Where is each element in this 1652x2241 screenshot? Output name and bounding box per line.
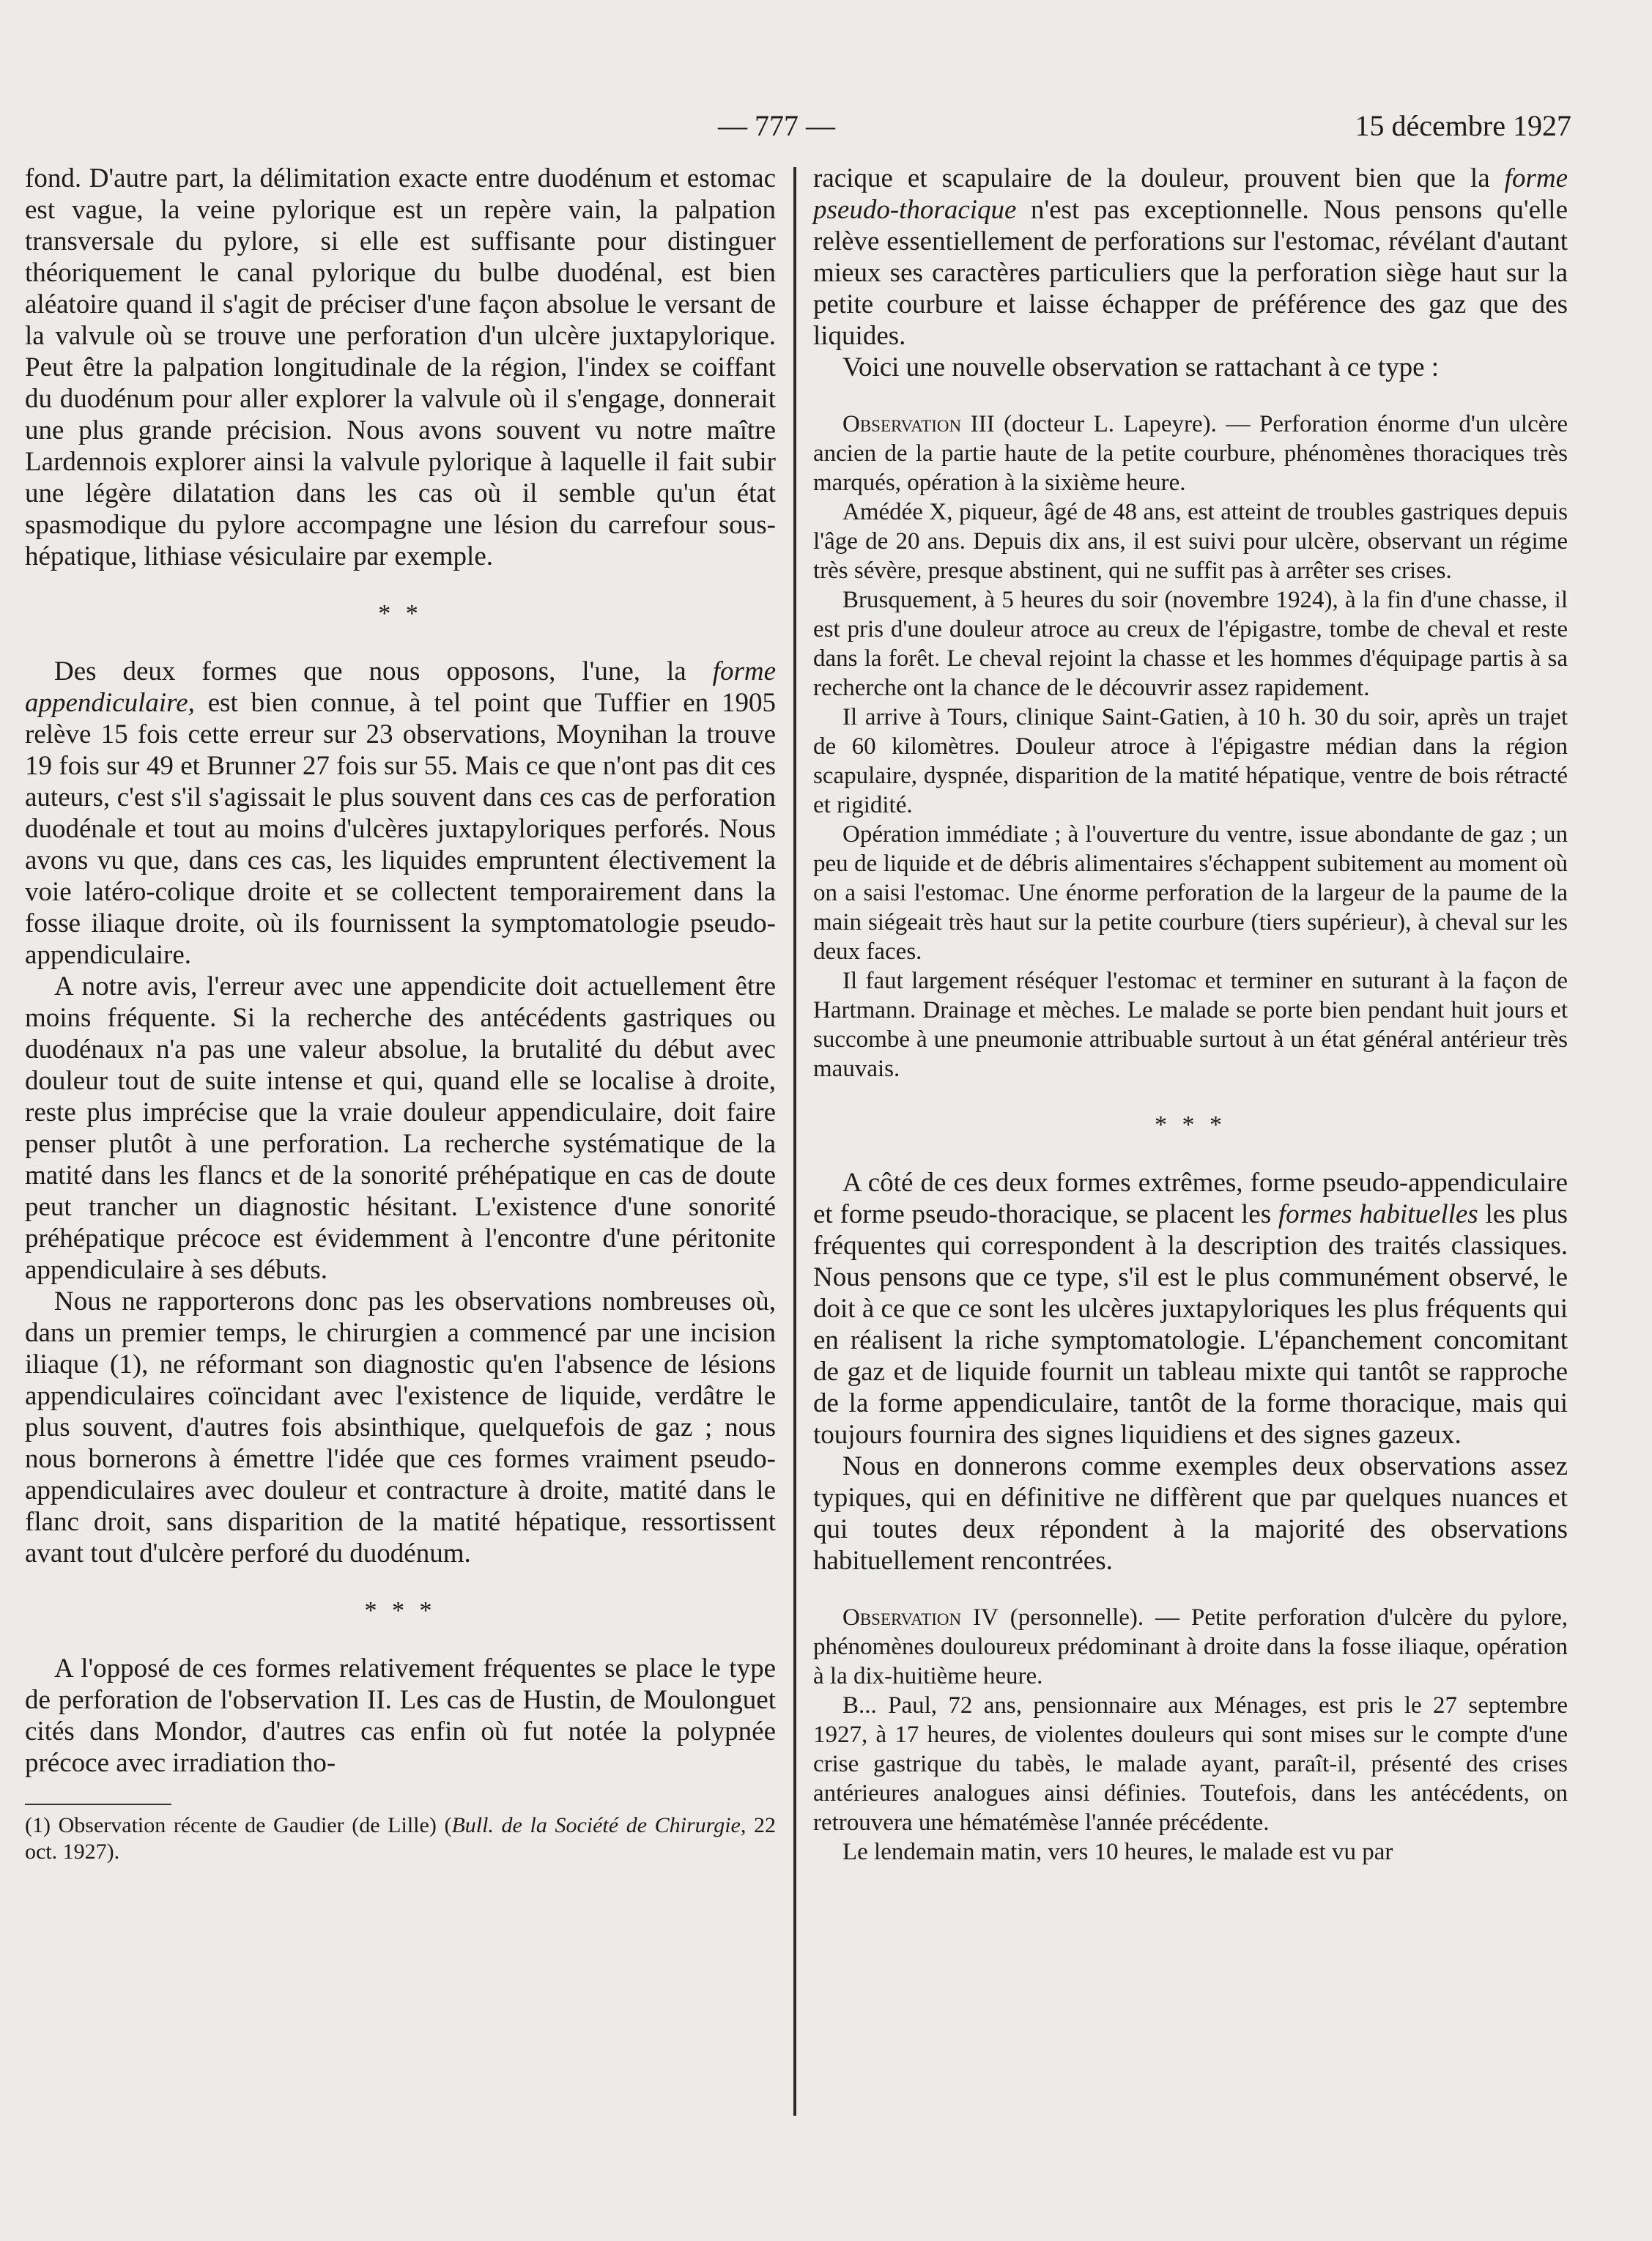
section-separator: * * * bbox=[364, 1597, 437, 1624]
footnote bbox=[25, 1812, 776, 1865]
section-separator: * * bbox=[378, 600, 423, 627]
text-run: 22 oct. 1927). bbox=[25, 1813, 776, 1864]
issue-date: 15 décembre 1927 bbox=[1355, 109, 1571, 142]
paragraph: Nous en donnerons comme exemples deux observations assez typiques, qui en définitive ne diffèrent que par quelques nuances et qui toutes deux répondent à la majorité des observations habituellement rencontrées. bbox=[813, 1451, 1568, 1576]
paragraph: Nous ne rapporterons donc pas les observations nombreuses où, dans un premier temps, le chirurgien a commencé par une incision iliaque (1), ne réformant son diagnostic qu'en l'absence de lésions appendiculaires coïncidant avec l'existence de liquide, verdâtre le plus souvent, d'autres fois absinthique, quelquefois de gaz ; nous nous bornerons à émettre l'idée que ces formes vraiment pseudo-appendiculaires avec douleur et contracture à droite, matité dans le flanc droit, sans disparition de la matité hépatique, ressortissent avant tout d'ulcère perforé du duodénum. bbox=[25, 1286, 776, 1568]
text-run: les plus fréquentes qui correspondent à la description des traités classiques. Nous pensons que ce type, s'il est le plus communément observé, le doit à ce que ce sont les ulcères juxtapyloriques les plus fréquents qui en réalisent la riche symptomatologie. L'épanchement concomitant de gaz et de liquide fournit un tableau mixte qui tantôt se rapproche de la forme appendiculaire, tantôt de la forme thoracique, mais qui toujours fournira des signes liquidiens et des signes gazeux. bbox=[813, 1199, 1568, 1450]
footnote-rule bbox=[25, 1804, 171, 1805]
emphasis: formes habituelles bbox=[1278, 1199, 1478, 1229]
paragraph: fond. D'autre part, la délimitation exacte entre duodénum et estomac est vague, la veine pylorique est un repère vain, la palpation transversale du pylore, si elle est suffisante pour distinguer théoriquement le canal pylorique du bulbe duodénal, est bien aléatoire quand il s'agit de préciser d'une façon absolue le versant de la valvule où se trouve une perforation d'un ulcère juxtapylorique. Peut être la palpation longitudinale de la région, l'index se coiffant du duodénum pour aller explorer la valvule où il s'engage, donnerait une plus grande précision. Nous avons souvent vu notre maître Lardennois explorer ainsi la valvule pylorique à laquelle il fait subir une légère dilatation dans les cas où il semble qu'un état spasmodique du pylore accompagne une lésion du carrefour sous-hépatique, lithiase vésiculaire par exemple. bbox=[25, 163, 776, 571]
paragraph: A l'opposé de ces formes relativement fréquentes se place le type de perforation de l'observation II. Les cas de Hustin, de Moulonguet cités dans Mondor, d'autres cas enfin où fut notée la polypnée précoce avec irradiation tho- bbox=[25, 1653, 776, 1778]
observation-paragraph: Le lendemain matin, vers 10 heures, le malade est vu par bbox=[842, 1839, 1393, 1865]
observation-heading bbox=[813, 410, 1568, 497]
observation-label: Observation IV bbox=[842, 1604, 999, 1631]
paragraph bbox=[813, 1167, 1568, 1451]
observation-paragraph: Brusquement, à 5 heures du soir (novembre 1924), à la fin d'une chasse, il est pris d'une douleur atroce au creux de l'épigastre, tombe de cheval et reste dans la forêt. Le cheval rejoint la chasse et les hommes d'équipage partis à sa recherche ont la chance de le découvrir assez rapidement. bbox=[813, 587, 1568, 701]
emphasis: forme pseudo-thoracique bbox=[813, 163, 1568, 225]
emphasis: forme appendiculaire, bbox=[25, 656, 776, 718]
observation-paragraph: B... Paul, 72 ans, pensionnaire aux Ménages, est pris le 27 septembre 1927, à 17 heures, de violentes douleurs qui sont mises sur le compte d'une crise gastrique du tabès, le malade ayant, paraît-il, présenté des crises antérieures analogues ainsi définies. Toutefois, dans les antécédents, on retrouvera une hématémèse l'année précédente. bbox=[813, 1692, 1568, 1836]
observation-paragraph: Opération immédiate ; à l'ouverture du ventre, issue abondante de gaz ; un peu de liquide et de débris alimentaires s'échappent subitement au moment où on a saisi l'estomac. Une énorme perforation de la largeur de la paume de la main siégeait très haut sur la petite courbure (tiers supérieur), à cheval sur les deux faces. bbox=[813, 821, 1568, 965]
text-run: (personnelle). — Petite perforation d'ulcère du pylore, phénomènes douloureux prédominant à droite dans la fosse iliaque, opération à la dix-huitième heure. bbox=[813, 1604, 1568, 1689]
emphasis: Bull. de la Société de Chirurgie, bbox=[451, 1813, 747, 1837]
text-run: (1) Observation récente de Gaudier (de Lille) ( bbox=[25, 1813, 452, 1837]
text-run: n'est pas exceptionnelle. Nous pensons qu'elle relève essentiellement de perforations sur l'estomac, révélant d'autant mieux ses caractères particuliers que la perforation siège haut sur la petite courbure et laisse échapper de préférence des gaz que des liquides. bbox=[813, 195, 1568, 351]
paragraph: Voici une nouvelle observation se rattachant à ce type : bbox=[842, 352, 1440, 382]
section-separator: * * * bbox=[1155, 1111, 1226, 1138]
observation-paragraph: Il arrive à Tours, clinique Saint-Gatien, à 10 h. 30 du soir, après un trajet de 60 kilomètres. Douleur atroce à l'épigastre médian dans la région scapulaire, dyspnée, disparition de la matité hépatique, ventre de bois rétracté et rigidité. bbox=[813, 704, 1568, 818]
paragraph bbox=[813, 163, 1568, 352]
column-divider bbox=[793, 167, 796, 2116]
text-run: (docteur L. Lapeyre). — Perforation énorme d'un ulcère ancien de la partie haute de la petite courbure, phénomènes thoraciques très marqués, opération à la sixième heure. bbox=[813, 411, 1568, 496]
paragraph: A notre avis, l'erreur avec une appendicite doit actuellement être moins fréquente. Si la recherche des antécédents gastriques ou duodénaux n'a pas une valeur absolue, la brutalité du début avec douleur tout de suite intense et qui, quand elle se localise à droite, reste plus imprécise que la vraie douleur appendiculaire, doit faire penser plutôt à une perforation. La recherche systématique de la matité dans les flancs et de la sonorité préhépatique en cas de doute peut trancher un diagnostic hésitant. L'existence d'une sonorité préhépatique précoce est évidemment à l'encontre d'une péritonite appendiculaire à ses débuts. bbox=[25, 971, 776, 1285]
observation-heading bbox=[813, 1603, 1568, 1691]
text-run: racique et scapulaire de la douleur, prouvent bien que la bbox=[813, 163, 1505, 193]
page-number: — 777 — bbox=[718, 109, 835, 142]
text-run: est bien connue, à tel point que Tuffier en 1905 relève 15 fois cette erreur sur 23 observations, Moynihan la trouve 19 fois sur 49 et Brunner 27 fois sur 55. Mais ce que n'ont pas dit ces auteurs, c'est s'il s'agissait le plus souvent dans ces cas de perforation duodénale et tout au moins d'ulcères juxtapyloriques perforés. Nous avons vu que, dans ces cas, les liquides empruntent électivement la voie latéro-colique droite et se collectent temporairement dans la fosse iliaque droite, où ils fournissent la symptomatologie pseudo-appendiculaire. bbox=[25, 688, 776, 970]
left-column bbox=[25, 163, 776, 1865]
text-run: Des deux formes que nous opposons, l'une, la bbox=[54, 656, 713, 686]
right-column bbox=[813, 163, 1568, 1867]
text-run: A côté de ces deux formes extrêmes, forme pseudo-appendiculaire et forme pseudo-thoracique, se placent les bbox=[813, 1168, 1568, 1229]
observation-label: Observation III bbox=[842, 411, 995, 437]
observation-paragraph: Il faut largement réséquer l'estomac et terminer en suturant à la façon de Hartmann. Drainage et mèches. Le malade se porte bien pendant huit jours et succombe à une pneumonie attribuable surtout à un état général antérieur très mauvais. bbox=[813, 968, 1568, 1082]
observation-paragraph: Amédée X, piqueur, âgé de 48 ans, est atteint de troubles gastriques depuis l'âge de 20 ans. Depuis dix ans, il est suivi pour ulcère, observant un régime très sévère, presque abstinent, qui ne suffit pas à arrêter ses crises. bbox=[813, 499, 1568, 584]
page-header bbox=[0, 108, 1652, 152]
paragraph bbox=[25, 656, 776, 971]
